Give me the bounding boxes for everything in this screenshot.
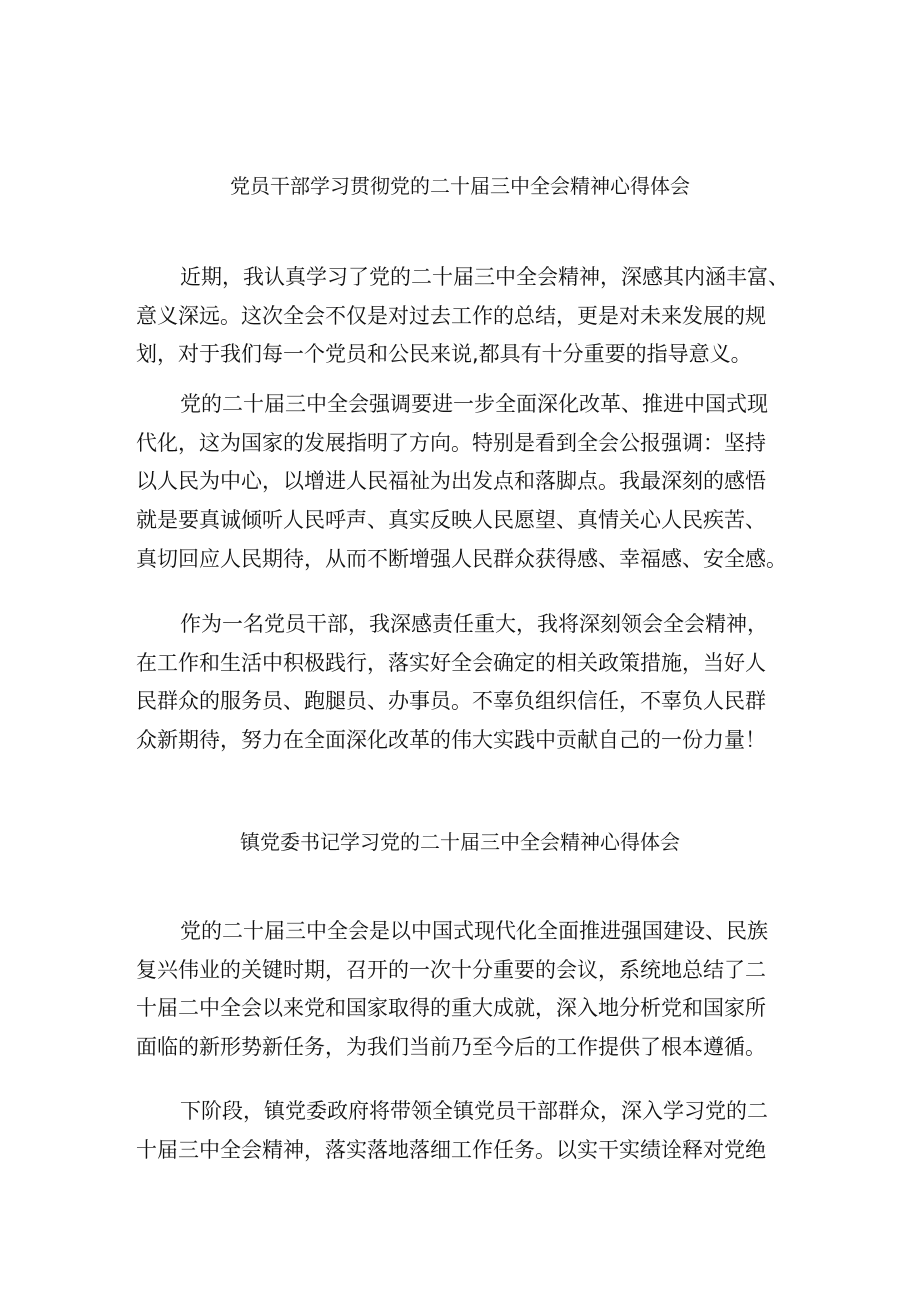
section-1-paragraph-2 <box>136 385 796 578</box>
text-line: 党的二十届三中全会强调要进一步全面深化改革、推进中国式现 <box>180 392 768 416</box>
text-line: 面临的新形势新任务，为我们当前乃至今后的工作提供了根本遵循。 <box>136 1035 766 1060</box>
text-line: 下阶段，镇党委政府将带领全镇党员干部群众，深入学习党的二 <box>180 1099 768 1123</box>
section-1-paragraph-3 <box>136 605 796 760</box>
text-line: 近期，我认真学习了党的二十届三中全会精神，深感其内涵丰富、 <box>180 265 789 289</box>
section-1-title: 党员干部学习贯彻党的二十届三中全会精神心得体会 <box>230 174 690 198</box>
text-line: 意义深远。这次全会不仅是对过去工作的总结，更是对未来发展的规 <box>136 303 766 328</box>
text-line: 就是要真诚倾听人民呼声、真实反映人民愿望、真情关心人民疾苦、 <box>136 508 766 533</box>
section-1-paragraph-1 <box>136 258 796 374</box>
text-line: 在工作和生活中积极践行，落实好全会确定的相关政策措施，当好人 <box>136 650 766 675</box>
text-line: 以人民为中心，以增进人民福祉为出发点和落脚点。我最深刻的感悟 <box>136 469 766 494</box>
text-line: 真切回应人民期待，从而不断增强人民群众获得感、幸福感、安全感。 <box>136 546 787 571</box>
text-line: 作为一名党员干部，我深感责任重大，我将深刻领会全会精神， <box>180 612 768 636</box>
section-2-title: 镇党委书记学习党的二十届三中全会精神心得体会 <box>240 830 680 854</box>
text-line: 民群众的服务员、跑腿员、办事员。不辜负组织信任，不辜负人民群 <box>136 689 766 714</box>
section-2-paragraph-2 <box>136 1092 796 1169</box>
text-line: 党的二十届三中全会是以中国式现代化全面推进强国建设、民族 <box>180 919 768 943</box>
text-line: 众新期待，努力在全面深化改革的伟大实践中贡献自己的一份力量！ <box>136 728 766 753</box>
text-line: 复兴伟业的关键时期，召开的一次十分重要的会议，系统地总结了二 <box>136 957 766 982</box>
text-line: 代化，这为国家的发展指明了方向。特别是看到全会公报强调：坚持 <box>136 430 766 455</box>
section-2-paragraph-1 <box>136 912 796 1067</box>
text-line: 划，对于我们每一个党员和公民来说,都具有十分重要的指导意义。 <box>136 342 752 367</box>
text-line: 十届三中全会精神，落实落地落细工作任务。以实干实绩诠释对党绝 <box>136 1137 766 1162</box>
text-line: 十届二中全会以来党和国家取得的重大成就，深入地分析党和国家所 <box>136 996 766 1021</box>
